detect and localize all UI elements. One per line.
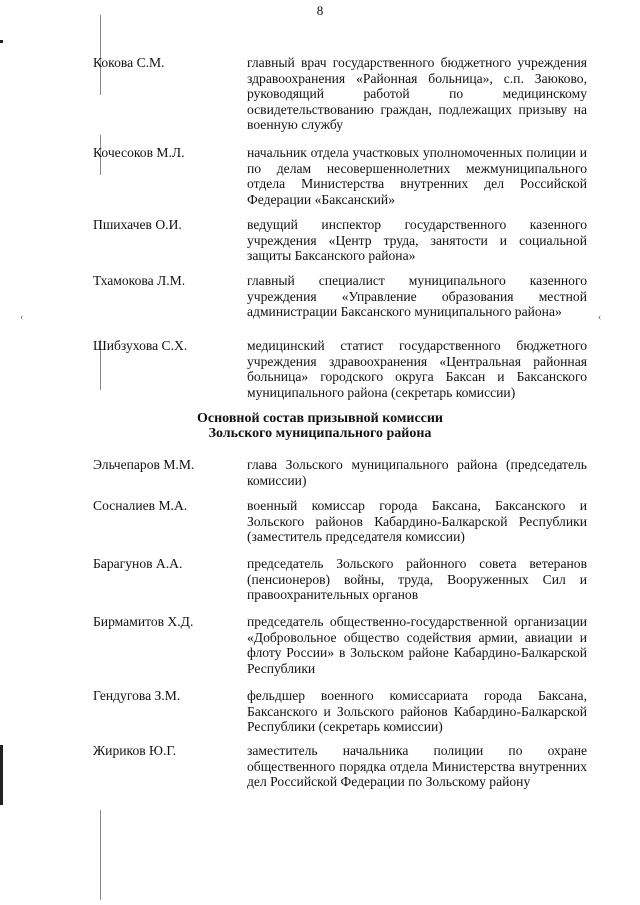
member-name: Гендугова З.М. (93, 688, 181, 703)
section-heading-line-2: Зольского муниципального района (208, 426, 432, 441)
member-name: Эльчепаров М.М. (93, 457, 195, 472)
member-role: военный комиссар города Баксана, Баксанского и Зольского районов Кабардино-Балкарской Республики (заместитель председателя комиссии) (247, 498, 587, 545)
scan-tick-mark: ‹ (598, 312, 602, 323)
scan-edge-mark (0, 745, 3, 805)
member-role: ведущий инспектор государственного казенного учреждения «Центр труда, занятости и социальной защиты Баксанского района» (247, 217, 587, 264)
member-name: Бирмамитов Х.Д. (93, 614, 194, 629)
scan-margin-line (100, 810, 101, 900)
scan-tick-mark: ‹ (20, 312, 24, 323)
section-heading-line-1: Основной состав призывной комиссии (197, 411, 443, 426)
member-name: Соснaлиев М.А. (93, 498, 188, 513)
member-name: Барагунов А.А. (93, 556, 183, 571)
page-number: 8 (316, 3, 324, 18)
member-role: председатель общественно-государственной организации «Добровольное общество содействия армии, авиации и флоту России» в Зольском районе Кабардино-Балкарской Республики (247, 614, 587, 676)
scan-edge-mark (0, 40, 3, 43)
member-name: Жириков Ю.Г. (93, 743, 177, 758)
member-name: Пшихачев О.И. (93, 217, 182, 232)
member-role: глава Зольского муниципального района (председатель комиссии) (247, 457, 587, 488)
member-role: заместитель начальника полиции по охране общественного порядка отдела Министерства внутренних дел Российской Федерации по Зольскому району (247, 743, 587, 790)
member-name: Тхамокова Л.М. (93, 273, 186, 288)
member-name: Кочесоков М.Л. (93, 145, 185, 160)
member-role: главный специалист муниципального казенного учреждения «Управление образования местной администрации Баксанского муниципального района» (247, 273, 587, 320)
member-role: начальник отдела участковых уполномоченных полиции и по делам несовершеннолетних межмуниципального отдела Министерства внутренних дел Российской Федерации «Баксанский» (247, 145, 587, 207)
member-role: председатель Зольского районного совета ветеранов (пенсионеров) войны, труда, Вооруженных Сил и правоохранительных органов (247, 556, 587, 603)
member-name: Кокова С.М. (93, 55, 165, 70)
member-role: фельдшер военного комиссариата города Баксана, Баксанского и Зольского районов Кабардино-Балкарской Республики (секретарь комиссии) (247, 688, 587, 735)
member-role: главный врач государственного бюджетного учреждения здравоохранения «Районная больница», с.п. Заюково, руководящий работой по медицинскому освидетельствованию граждан, подлежащих призыву на военную службу (247, 55, 587, 133)
member-name: Шибзухова С.Х. (93, 338, 188, 353)
member-role: медицинский статист государственного бюджетного учреждения здравоохранения «Центральная районная больница» городского округа Баксан и Баксанского муниципального района (секретарь комиссии) (247, 338, 587, 400)
